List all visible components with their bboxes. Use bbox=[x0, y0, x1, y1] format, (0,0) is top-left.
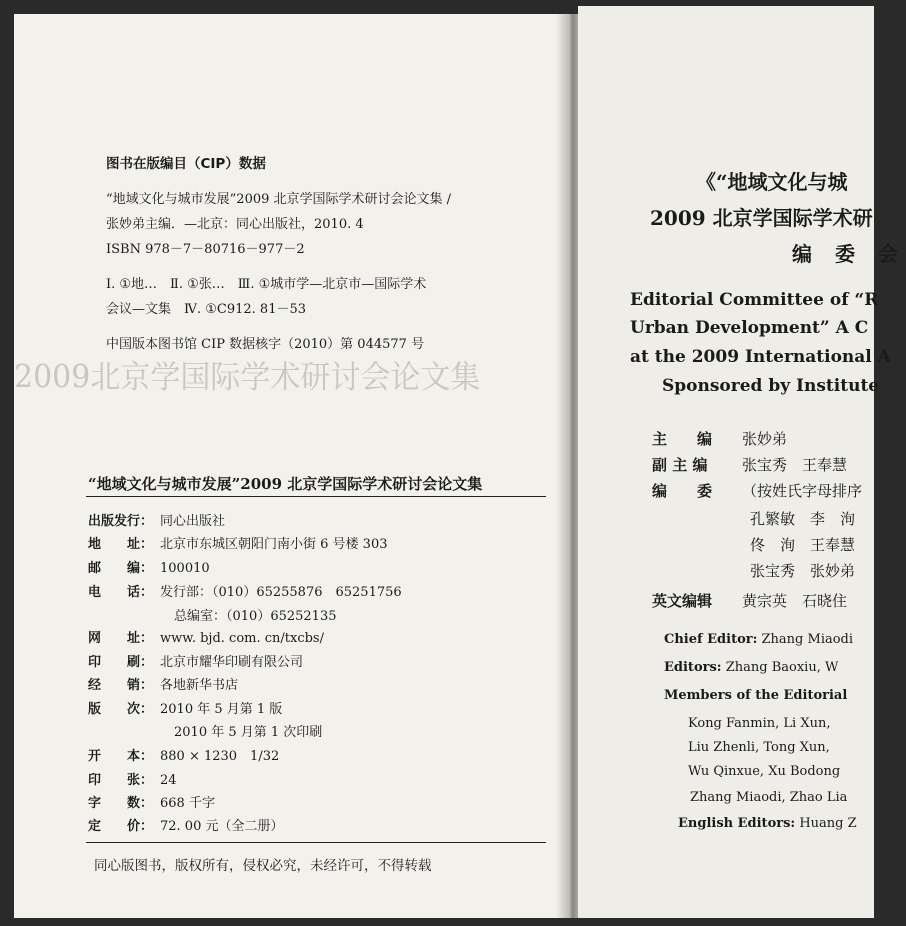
en-committee-value: Kong Fanmin, Li Xun, bbox=[688, 716, 831, 731]
imprint-row bbox=[88, 792, 215, 811]
en-line-3: at the 2009 International A bbox=[630, 347, 891, 367]
imprint-label: 版 次： bbox=[88, 702, 154, 717]
en-committee-value: Liu Zhenli, Tong Xun, bbox=[688, 740, 830, 755]
imprint-label: 地 址： bbox=[88, 537, 154, 552]
imprint-label: 印 刷： bbox=[88, 655, 154, 670]
book-title: “地域文化与城市发展”2009 北京学国际学术研讨会论文集 bbox=[88, 475, 483, 493]
imprint-label: 开 本： bbox=[88, 749, 154, 764]
imprint-row bbox=[88, 815, 283, 834]
en-committee-value: Wu Qinxue, Xu Bodong bbox=[688, 764, 841, 779]
imprint-label: 印 张： bbox=[88, 773, 154, 788]
imprint-row bbox=[88, 698, 282, 717]
en-committee-row bbox=[688, 740, 830, 755]
committee-role-label: 编 委 bbox=[652, 482, 713, 500]
cip-record-number: 中国版本图书馆 CIP 数据核字（2010）第 044577 号 bbox=[106, 337, 425, 352]
en-committee-label: English Editors: bbox=[678, 816, 796, 831]
right-title-line-3: 编 委 会 bbox=[792, 242, 906, 266]
imprint-label: 邮 编： bbox=[88, 561, 154, 576]
committee-role-label: 副 主 编 bbox=[652, 456, 708, 474]
en-committee-row bbox=[688, 716, 830, 731]
committee-names: （按姓氏字母排序 bbox=[742, 482, 863, 500]
imprint-value: 72. 00 元（全二册） bbox=[160, 819, 284, 834]
imprint-label: 电 话： bbox=[88, 585, 154, 600]
committee-role-label: 主 编 bbox=[652, 430, 713, 448]
cip-heading: 图书在版编目（CIP）数据 bbox=[106, 156, 266, 172]
committee-names: 黄宗英 石晓住 bbox=[742, 592, 848, 610]
imprint-row bbox=[88, 533, 387, 552]
committee-names: 佟 洵 王奉慧 bbox=[750, 536, 856, 554]
cip-line-2: 张妙弟主编．—北京：同心出版社，2010. 4 bbox=[106, 217, 364, 232]
imprint-label: 经 销： bbox=[88, 678, 154, 693]
imprint-value-continued: 2010 年 5 月第 1 次印刷 bbox=[174, 725, 323, 740]
right-title-line-2: 2009 北京学国际学术研 bbox=[650, 206, 873, 230]
imprint-value: 各地新华书店 bbox=[160, 678, 239, 693]
en-line-2: Urban Development” A C bbox=[630, 318, 869, 338]
en-committee-label: Chief Editor: bbox=[664, 632, 758, 647]
en-committee-value: Huang Z bbox=[795, 816, 857, 831]
imprint-value: 北京市耀华印刷有限公司 bbox=[160, 655, 304, 670]
imprint-row bbox=[88, 745, 279, 764]
bleed-through-text: 2009北京学国际学术研讨会论文集 bbox=[14, 359, 481, 397]
imprint-value: 100010 bbox=[160, 561, 210, 576]
en-line-4: Sponsored by Institute bbox=[662, 376, 880, 396]
imprint-value: 2010 年 5 月第 1 版 bbox=[160, 702, 283, 717]
en-committee-label: Members of the Editorial bbox=[664, 688, 848, 703]
right-page bbox=[578, 6, 906, 918]
imprint-value: www. bjd. com. cn/txcbs/ bbox=[160, 631, 324, 646]
imprint-row bbox=[88, 627, 324, 646]
imprint-row bbox=[88, 510, 225, 529]
committee-names: 孔繁敏 李 洵 bbox=[750, 510, 856, 528]
en-committee-row bbox=[688, 764, 840, 779]
copyright-note: 同心版图书，版权所有，侵权必究，未经许可，不得转载 bbox=[94, 858, 432, 874]
en-committee-value: Zhang Baoxiu, W bbox=[721, 660, 839, 675]
committee-names: 张妙弟 bbox=[742, 430, 788, 448]
en-committee-row bbox=[664, 688, 847, 703]
en-committee-row bbox=[678, 816, 857, 831]
footer-rule bbox=[86, 842, 546, 843]
left-page bbox=[14, 14, 564, 918]
imprint-row bbox=[88, 674, 238, 693]
en-committee-value: Zhang Miaodi, Zhao Lia bbox=[690, 790, 848, 805]
imprint-label: 出版发行： bbox=[88, 514, 154, 529]
imprint-label: 网 址： bbox=[88, 631, 154, 646]
cip-isbn: ISBN 978－7－80716－977－2 bbox=[106, 242, 305, 257]
en-line-1: Editorial Committee of “R bbox=[630, 290, 879, 310]
imprint-value: 668 千字 bbox=[160, 796, 215, 811]
en-committee-label: Editors: bbox=[664, 660, 722, 675]
committee-names: 张宝秀 张妙弟 bbox=[750, 562, 856, 580]
imprint-row bbox=[88, 769, 177, 788]
imprint-value-continued: 总编室：（010）65252135 bbox=[174, 609, 337, 624]
en-committee-row bbox=[664, 632, 853, 647]
imprint-row bbox=[88, 651, 303, 670]
imprint-label: 定 价： bbox=[88, 819, 154, 834]
right-title-line-1: 《“地域文化与城 bbox=[696, 170, 848, 194]
imprint-value: 880 × 1230 1/32 bbox=[160, 749, 280, 764]
imprint-row bbox=[88, 581, 402, 600]
imprint-value: 北京市东城区朝阳门南小街 6 号楼 303 bbox=[160, 537, 388, 552]
committee-names: 张宝秀 王奉慧 bbox=[742, 456, 848, 474]
cip-line-5: 会议—文集 Ⅳ. ①C912. 81－53 bbox=[106, 302, 307, 317]
imprint-value: 同心出版社 bbox=[160, 514, 226, 529]
en-committee-row bbox=[690, 790, 847, 805]
title-rule bbox=[86, 496, 546, 497]
imprint-value: 发行部：（010）65255876 65251756 bbox=[160, 585, 402, 600]
imprint-value: 24 bbox=[160, 773, 177, 788]
imprint-label: 字 数： bbox=[88, 796, 154, 811]
en-committee-value: Zhang Miaodi bbox=[757, 632, 854, 647]
committee-role-label: 英文编辑 bbox=[652, 592, 713, 610]
cip-line-1: “地域文化与城市发展”2009 北京学国际学术研讨会论文集 / bbox=[106, 192, 452, 207]
imprint-row bbox=[88, 557, 210, 576]
cip-line-4: Ⅰ. ①地… Ⅱ. ①张… Ⅲ. ①城市学—北京市—国际学术 bbox=[106, 277, 427, 292]
en-committee-row bbox=[664, 660, 838, 675]
